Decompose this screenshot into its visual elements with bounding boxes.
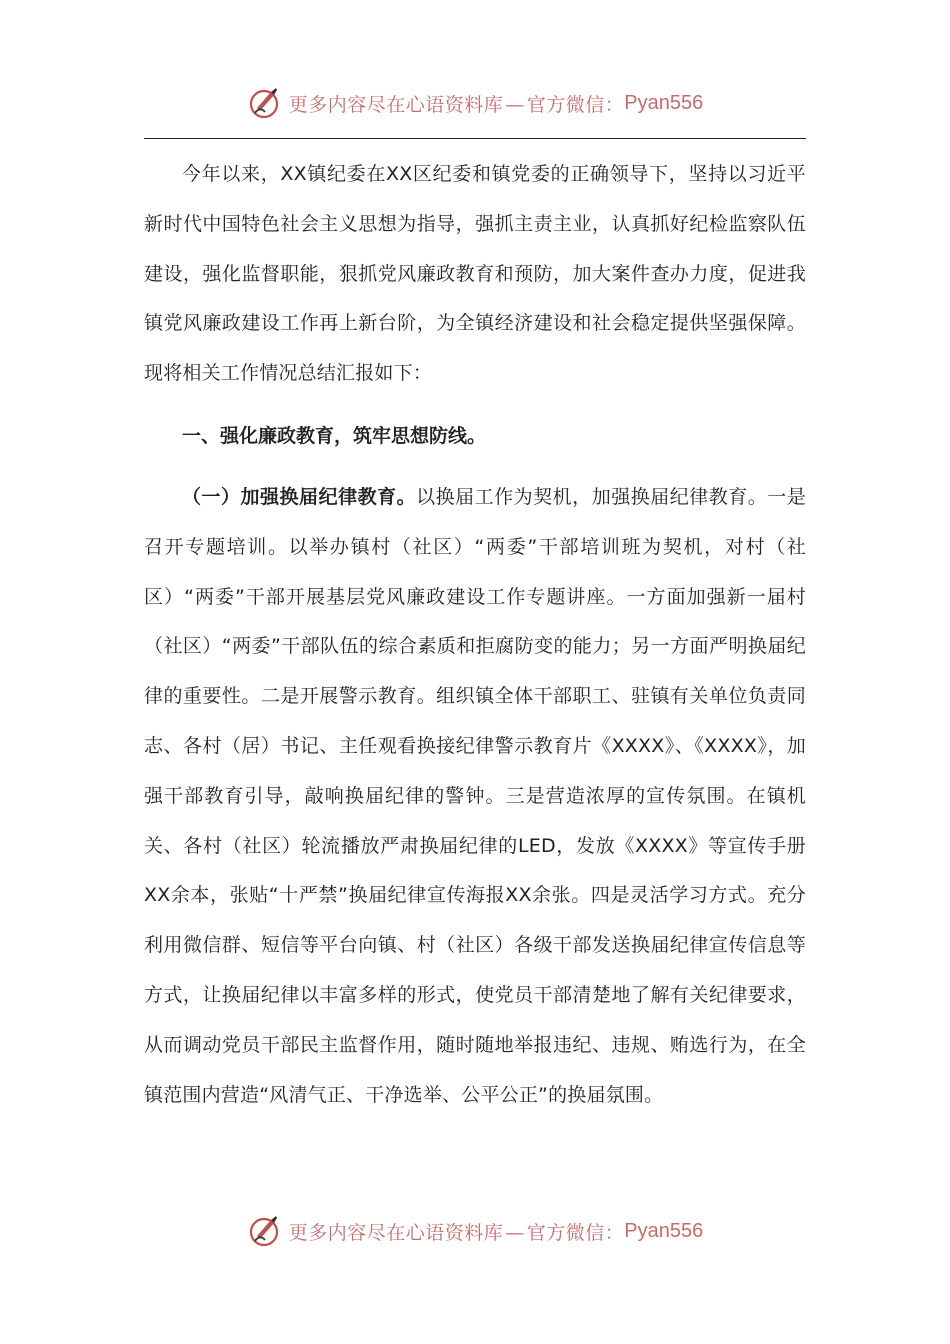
banner-wechat-id: Pyan556 — [624, 1219, 704, 1242]
subsection-text: 以换届工作为契机，加强换届纪律教育。一是召开专题培训。以举办镇村（社区）“两委”干部培训班为契机，对村（社区）“两委”干部开展基层党风廉政建设工作专题讲座。一方面加强新一届村（社区）“两委”干部队伍的综合素质和拒腐防变的能力；另一方面严明换届纪律的重要性。二是开展警示教育。组织镇全体干部职工、驻镇有关单位负责同志、各村（居）书记、主任观看换接纪律警示教育片《XXXX》、《XXXX》，加强干部教育引导，敲响换届纪律的警钟。三是营造浓厚的宣传氛围。在镇机关、各村（社区）轮流播放严肃换届纪律的LED，发放《XXXX》等宣传手册XX余本，张贴“十严禁”换届纪律宣传海报XX余张。四是灵活学习方式。充分利用微信群、短信等平台向镇、村（社区）各级干部发送换届纪律宣传信息等方式，让换届纪律以丰富多样的形式，使党员干部清楚地了解有关纪律要求，从而调动党员干部民主监督作用，随时随地举报违纪、违规、贿选行为，在全镇范围内营造“风清气正、干净选举、公平公正”的换届氛围。 — [144, 485, 806, 1106]
subsection-title: （一）加强换届纪律教育。 — [182, 485, 417, 508]
banner-text: 更多内容尽在心语资料库 — 官方微信： — [288, 93, 625, 116]
banner-text: 更多内容尽在心语资料库 — 官方微信： — [288, 1221, 625, 1244]
subsection-paragraph — [144, 473, 806, 1120]
intro-paragraph: 今年以来，XX镇纪委在XX区纪委和镇党委的正确领导下，坚持以习近平新时代中国特色社会主义思想为指导，强抓主责主业，认真抓好纪检监察队伍建设，强化监督职能，狠抓党风廉政教育和预防，加大案件查办力度，促进我镇党风廉政建设工作再上新台阶，为全镇经济建设和社会稳定提供坚强保障。现将相关工作情况总结汇报如下： — [144, 163, 806, 385]
section-heading: 一、强化廉政教育，筑牢思想防线。 — [182, 424, 487, 447]
pen-logo-icon — [247, 1214, 281, 1248]
footer-banner — [0, 1208, 950, 1254]
banner-wechat-id: Pyan556 — [624, 91, 704, 114]
document-body — [144, 150, 806, 1120]
header-banner — [0, 80, 950, 126]
header-divider — [144, 138, 806, 139]
pen-logo-icon — [247, 86, 281, 120]
